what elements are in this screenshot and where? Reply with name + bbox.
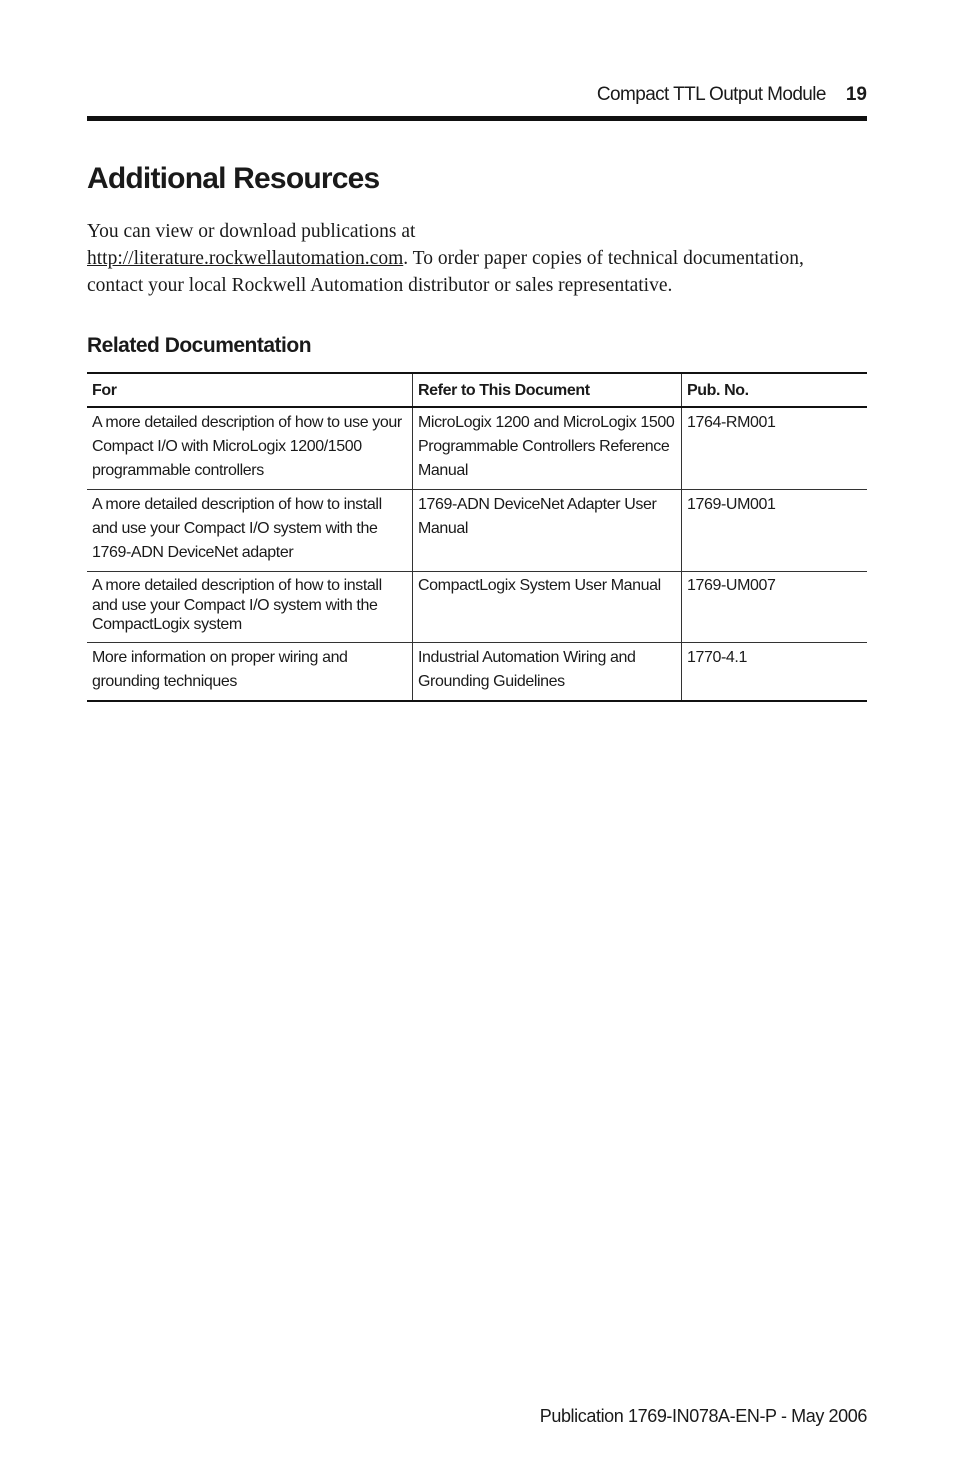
- literature-link[interactable]: http://literature.rockwellautomation.com: [87, 248, 404, 269]
- cell-document: 1769-ADN DeviceNet Adapter User Manual: [413, 490, 682, 572]
- table-header-row: [87, 373, 867, 407]
- column-header-document: Refer to This Document: [413, 373, 682, 407]
- table-row: [87, 642, 867, 701]
- header-title: Compact TTL Output Module: [596, 84, 826, 105]
- section-heading: Additional Resources: [87, 162, 380, 195]
- column-header-pub-no: Pub. No.: [682, 373, 868, 407]
- cell-document: CompactLogix System User Manual: [413, 572, 682, 643]
- cell-document: MicroLogix 1200 and MicroLogix 1500 Programmable Controllers Reference Manual: [413, 407, 682, 490]
- cell-for: A more detailed description of how to install and use your Compact I/O system with the CompactLogix system: [87, 572, 413, 643]
- intro-text-after-link: . To order paper copies of technical documentation, contact your local Rockwell Automation distributor or sales representative.: [87, 248, 804, 296]
- cell-for: A more detailed description of how to use your Compact I/O with MicroLogix 1200/1500 programmable controllers: [87, 407, 413, 490]
- running-header: [87, 80, 867, 110]
- table-row: [87, 407, 867, 490]
- header-rule: [87, 116, 867, 121]
- cell-for: More information on proper wiring and grounding techniques: [87, 642, 413, 701]
- cell-pub-no: 1769-UM001: [682, 490, 868, 572]
- publication-footer: Publication 1769-IN078A-EN-P - May 2006: [539, 1406, 867, 1426]
- table-row: [87, 490, 867, 572]
- cell-pub-no: 1770-4.1: [682, 642, 868, 701]
- intro-paragraph: [87, 218, 827, 299]
- cell-pub-no: 1764-RM001: [682, 407, 868, 490]
- table-row: [87, 572, 867, 643]
- intro-text-before-link: You can view or download publications at: [87, 221, 416, 242]
- cell-document: Industrial Automation Wiring and Grounding Guidelines: [413, 642, 682, 701]
- cell-for: A more detailed description of how to install and use your Compact I/O system with the 1769-ADN DeviceNet adapter: [87, 490, 413, 572]
- column-header-for: For: [87, 373, 413, 407]
- cell-pub-no: 1769-UM007: [682, 572, 868, 643]
- related-documentation-table: [87, 372, 867, 702]
- subsection-heading: Related Documentation: [87, 334, 312, 357]
- page-number: 19: [845, 84, 867, 105]
